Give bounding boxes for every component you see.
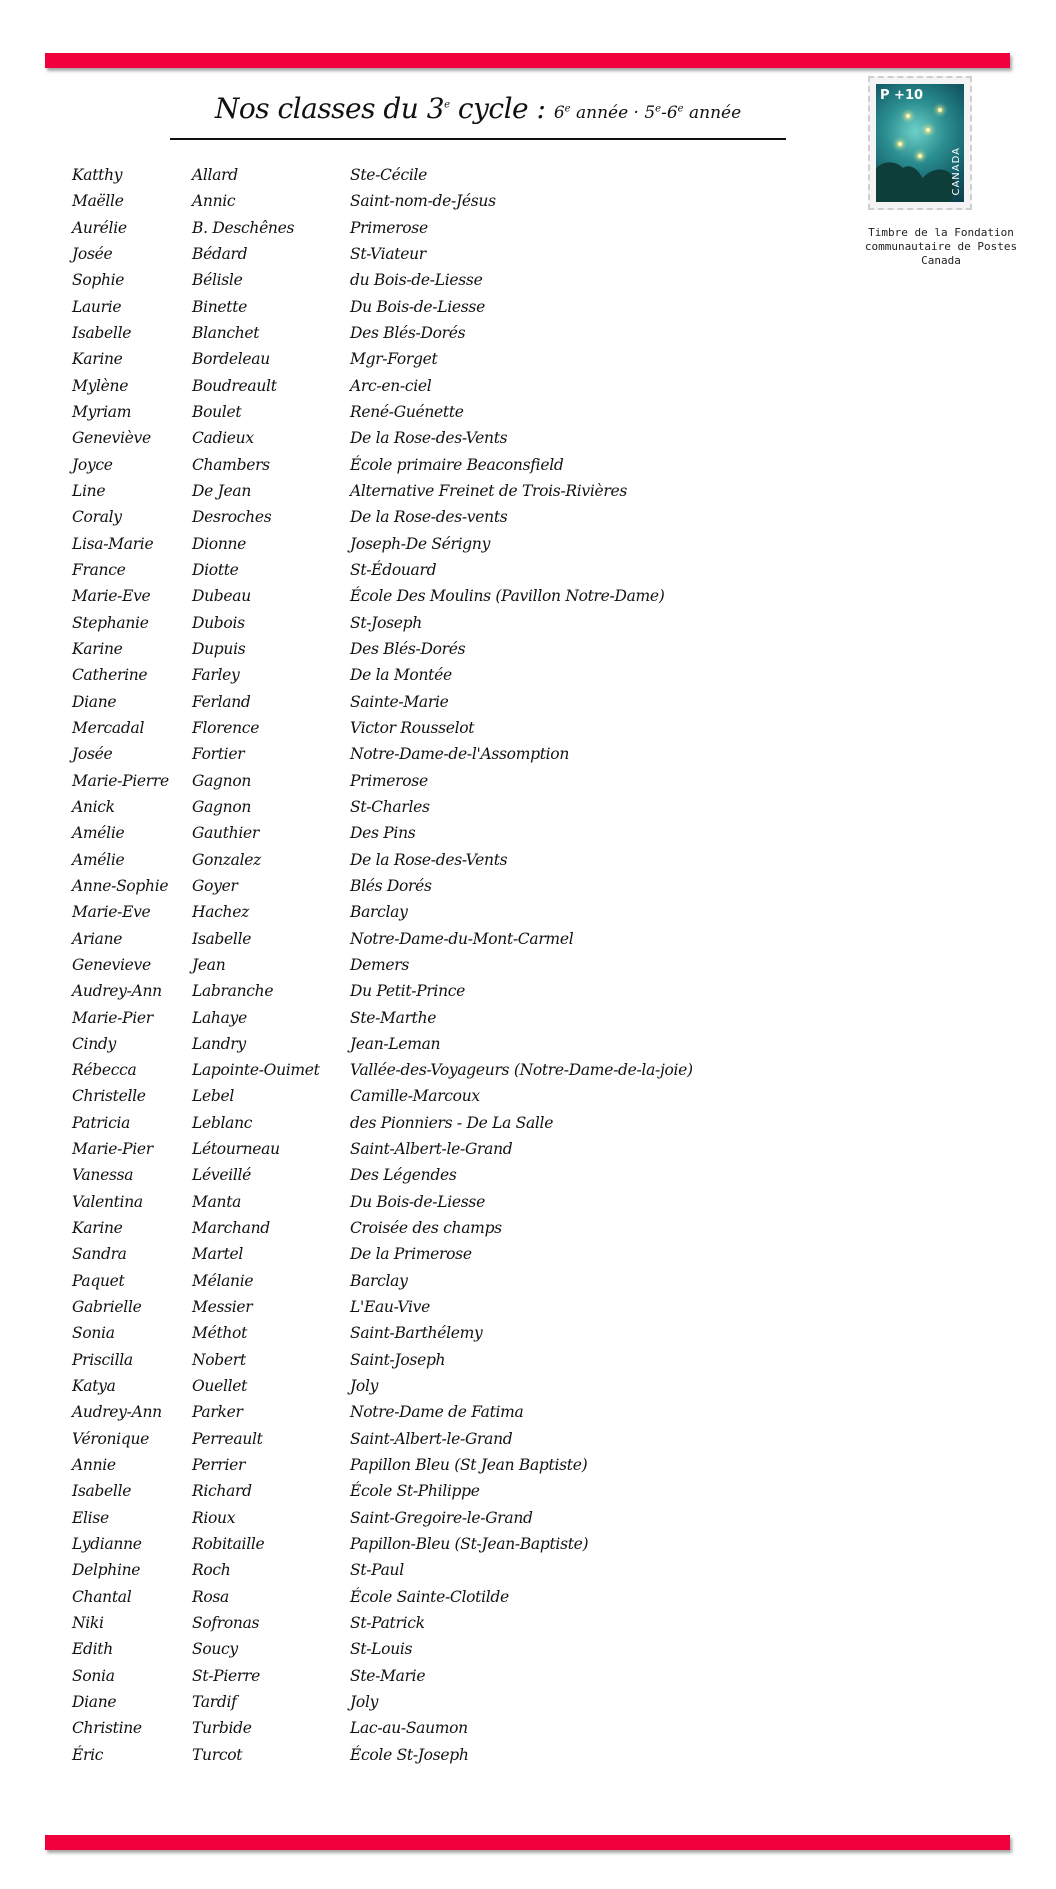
- school-name: Du Bois-de-Liesse: [350, 297, 485, 316]
- school-name: École primaire Beaconsfield: [350, 455, 564, 474]
- last-name: Mélanie: [192, 1271, 254, 1290]
- first-name: Audrey-Ann: [72, 1403, 162, 1422]
- first-name: Véronique: [72, 1429, 150, 1448]
- first-name: Niki: [72, 1614, 104, 1633]
- school-name: Ste-Cécile: [350, 166, 428, 184]
- school-name: St-Joseph: [350, 613, 422, 632]
- first-name: Genevieve: [72, 955, 151, 974]
- school-name: Saint-Joseph: [350, 1350, 446, 1369]
- first-name: Joyce: [72, 455, 113, 474]
- school-name: Lac-au-Saumon: [350, 1719, 468, 1738]
- last-name: Cadieux: [192, 429, 254, 448]
- school-name: Ste-Marie: [350, 1666, 426, 1685]
- last-name: Farley: [192, 666, 240, 685]
- last-name: Lahaye: [192, 1008, 247, 1027]
- first-name: Mylène: [72, 376, 129, 395]
- first-name: Karine: [72, 1219, 123, 1238]
- school-name: St-Charles: [350, 797, 430, 816]
- first-name: Mercadal: [72, 718, 145, 737]
- last-name: Turbide: [192, 1719, 252, 1738]
- first-name: Stephanie: [72, 613, 149, 632]
- last-name: Florence: [192, 718, 260, 737]
- first-name: Karine: [72, 639, 123, 658]
- last-name: Desroches: [192, 508, 272, 527]
- stamp-country: CANADA: [951, 147, 962, 196]
- last-name: Gagnon: [192, 771, 252, 790]
- last-name: Perrier: [192, 1456, 246, 1475]
- first-name: Delphine: [72, 1561, 141, 1580]
- first-name: Christelle: [72, 1087, 146, 1106]
- bottom-red-bar: [45, 1835, 1010, 1850]
- last-name: Allard: [192, 166, 238, 184]
- first-name: Anne-Sophie: [72, 876, 169, 895]
- first-name: Katya: [72, 1377, 116, 1396]
- school-name: De la Rose-des-Vents: [350, 850, 508, 869]
- school-name: Ste-Marthe: [350, 1008, 437, 1027]
- last-name: Méthot: [192, 1324, 248, 1343]
- last-name: Bédard: [192, 244, 248, 263]
- last-name: Hachez: [192, 903, 249, 922]
- last-name: Leblanc: [192, 1113, 253, 1132]
- last-name: Perreault: [192, 1429, 263, 1448]
- first-name: Audrey-Ann: [72, 982, 162, 1001]
- first-name: Priscilla: [72, 1350, 133, 1369]
- last-name: Tardif: [192, 1693, 237, 1712]
- school-name: Saint-Barthélemy: [350, 1324, 483, 1343]
- school-name: De la Montée: [350, 666, 452, 685]
- last-name: Sofronas: [192, 1614, 260, 1633]
- stamp-artwork: [876, 84, 964, 202]
- school-name: Des Pins: [350, 824, 416, 843]
- school-name: Notre-Dame-du-Mont-Carmel: [350, 929, 574, 948]
- school-name: St-Patrick: [350, 1614, 425, 1633]
- school-name: Camille-Marcoux: [350, 1087, 480, 1106]
- first-name: Annie: [72, 1456, 116, 1475]
- last-name: Gonzalez: [192, 850, 261, 869]
- first-name: Josée: [72, 244, 113, 263]
- last-name: Annic: [192, 192, 236, 211]
- postage-stamp: [868, 76, 972, 210]
- first-name: Paquet: [72, 1271, 125, 1290]
- first-name: France: [72, 560, 126, 579]
- first-name: Edith: [72, 1640, 113, 1659]
- school-name: Saint-Albert-le-Grand: [350, 1140, 513, 1159]
- last-name: Dubois: [192, 613, 245, 632]
- first-name: Elise: [72, 1508, 109, 1527]
- last-name: Ouellet: [192, 1377, 248, 1396]
- last-name: Goyer: [192, 876, 238, 895]
- school-name: Des Légendes: [350, 1166, 457, 1185]
- school-name: Joly: [350, 1693, 379, 1712]
- first-name: Lydianne: [72, 1535, 142, 1554]
- school-name: Primerose: [350, 771, 428, 790]
- last-name: Gauthier: [192, 824, 259, 843]
- last-name: Dubeau: [192, 587, 251, 606]
- first-name: Catherine: [72, 666, 148, 685]
- first-name: Amélie: [72, 824, 125, 843]
- stamp-denomination: P +10: [880, 88, 924, 103]
- school-name: St-Édouard: [350, 560, 437, 579]
- page-title: Nos classes du 3e cycle : 6e année · $5^e-6^e$ année: [214, 92, 742, 125]
- school-name: Saint-Gregoire-le-Grand: [350, 1508, 533, 1527]
- last-name: Bordeleau: [192, 350, 270, 369]
- last-name: Nobert: [192, 1350, 246, 1369]
- school-name: Papillon-Bleu (St-Jean-Baptiste): [350, 1535, 589, 1554]
- school-name: Arc-en-ciel: [350, 376, 432, 395]
- school-name: Demers: [350, 955, 410, 974]
- school-name: Saint-nom-de-Jésus: [350, 192, 496, 211]
- first-name: Éric: [72, 1745, 104, 1764]
- last-name: Dionne: [192, 534, 247, 553]
- first-name: Geneviève: [72, 429, 151, 448]
- last-name: Lapointe-Ouimet: [192, 1061, 320, 1080]
- first-name: Line: [72, 481, 106, 500]
- last-name: Boulet: [192, 402, 242, 421]
- first-name: Cindy: [72, 1034, 116, 1053]
- school-name: Sainte-Marie: [350, 692, 449, 711]
- first-name: Isabelle: [72, 323, 132, 342]
- first-name: Laurie: [72, 297, 122, 316]
- last-name: Dupuis: [192, 639, 246, 658]
- school-name: École Des Moulins (Pavillon Notre-Dame): [350, 587, 665, 606]
- last-name: Lebel: [192, 1087, 235, 1106]
- last-name: Jean: [192, 955, 226, 974]
- first-name: Lisa-Marie: [72, 534, 154, 553]
- school-name: René-Guénette: [350, 402, 464, 421]
- last-name: B. Deschênes: [192, 218, 295, 237]
- first-name: Marie-Eve: [72, 587, 151, 606]
- first-name: Myriam: [72, 402, 132, 421]
- last-name: Manta: [192, 1192, 242, 1211]
- first-name: Gabrielle: [72, 1298, 142, 1317]
- school-name: De la Rose-des-Vents: [350, 429, 508, 448]
- first-name: Marie-Eve: [72, 903, 151, 922]
- school-name: Victor Rousselot: [350, 718, 475, 737]
- school-name: Barclay: [350, 903, 408, 922]
- last-name: Turcot: [192, 1745, 243, 1764]
- last-name: St-Pierre: [192, 1666, 260, 1685]
- last-name: Léveillé: [192, 1166, 252, 1185]
- last-name: Gagnon: [192, 797, 252, 816]
- first-name: Coraly: [72, 508, 122, 527]
- last-name: Chambers: [192, 455, 270, 474]
- stamp-caption: Timbre de la Fondation communautaire de Postes Canada: [864, 226, 1018, 267]
- last-name: Richard: [192, 1482, 252, 1501]
- last-name: Robitaille: [192, 1535, 265, 1554]
- first-name: Aurélie: [72, 218, 127, 237]
- school-name: des Pionniers - De La Salle: [350, 1113, 554, 1132]
- first-name: Diane: [72, 1693, 117, 1712]
- last-name: Marchand: [192, 1219, 270, 1238]
- last-name: Binette: [192, 297, 248, 316]
- school-name: Blés Dorés: [350, 876, 432, 895]
- school-name: École St-Joseph: [350, 1745, 469, 1764]
- first-name: Amélie: [72, 850, 125, 869]
- top-red-bar: [45, 53, 1010, 68]
- last-name: Soucy: [192, 1640, 238, 1659]
- last-name: Martel: [192, 1245, 244, 1264]
- last-name: Parker: [192, 1403, 243, 1422]
- first-name: Maëlle: [72, 192, 124, 211]
- last-name: Boudreault: [192, 376, 277, 395]
- first-name: Vanessa: [72, 1166, 134, 1185]
- last-name: Landry: [192, 1034, 246, 1053]
- first-name: Katthy: [72, 166, 123, 184]
- last-name: Blanchet: [192, 323, 260, 342]
- school-name: Primerose: [350, 218, 428, 237]
- first-name: Ariane: [72, 929, 123, 948]
- last-name: Diotte: [192, 560, 239, 579]
- school-name: Du Bois-de-Liesse: [350, 1192, 485, 1211]
- last-name: Labranche: [192, 982, 274, 1001]
- first-name: Sophie: [72, 271, 125, 290]
- first-name: Patricia: [72, 1113, 131, 1132]
- first-name: Sandra: [72, 1245, 127, 1264]
- first-name: Valentina: [72, 1192, 143, 1211]
- school-name: du Bois-de-Liesse: [350, 271, 483, 290]
- school-name: Jean-Leman: [350, 1034, 441, 1053]
- school-name: De la Primerose: [350, 1245, 472, 1264]
- school-name: Vallée-des-Voyageurs (Notre-Dame-de-la-joie): [350, 1061, 693, 1080]
- first-name: Marie-Pier: [72, 1140, 153, 1159]
- first-name: Marie-Pierre: [72, 771, 169, 790]
- last-name: Bélisle: [192, 271, 243, 290]
- school-name: L'Eau-Vive: [350, 1298, 431, 1317]
- school-name: Papillon Bleu (St Jean Baptiste): [350, 1456, 588, 1475]
- school-name: Du Petit-Prince: [350, 982, 466, 1001]
- first-name: Marie-Pier: [72, 1008, 153, 1027]
- first-name: Diane: [72, 692, 117, 711]
- title-underline: [170, 138, 786, 140]
- school-name: St-Louis: [350, 1640, 413, 1659]
- school-name: De la Rose-des-vents: [350, 508, 508, 527]
- first-name: Christine: [72, 1719, 142, 1738]
- school-name: Alternative Freinet de Trois-Rivières: [350, 481, 628, 500]
- school-name: École Sainte-Clotilde: [350, 1587, 509, 1606]
- last-name: Fortier: [192, 745, 245, 764]
- first-name: Rébecca: [72, 1061, 137, 1080]
- school-name: Joly: [350, 1377, 379, 1396]
- first-name: Sonia: [72, 1324, 115, 1343]
- school-name: St-Paul: [350, 1561, 404, 1580]
- school-name: Des Blés-Dorés: [350, 323, 466, 342]
- school-name: École St-Philippe: [350, 1482, 480, 1501]
- last-name: De Jean: [192, 481, 252, 500]
- first-name: Anick: [72, 797, 115, 816]
- first-name: Isabelle: [72, 1482, 132, 1501]
- last-name: Isabelle: [192, 929, 252, 948]
- school-name: Notre-Dame de Fatima: [350, 1403, 524, 1422]
- first-name: Karine: [72, 350, 123, 369]
- last-name: Messier: [192, 1298, 253, 1317]
- school-name: Des Blés-Dorés: [350, 639, 466, 658]
- last-name: Ferland: [192, 692, 251, 711]
- last-name: Létourneau: [192, 1140, 280, 1159]
- first-name: Josée: [72, 745, 113, 764]
- school-name: Joseph-De Sérigny: [350, 534, 491, 553]
- school-name: Notre-Dame-de-l'Assomption: [350, 745, 570, 764]
- first-name: Sonia: [72, 1666, 115, 1685]
- first-name: Chantal: [72, 1587, 132, 1606]
- school-name: Saint-Albert-le-Grand: [350, 1429, 513, 1448]
- last-name: Roch: [192, 1561, 231, 1580]
- school-name: Barclay: [350, 1271, 408, 1290]
- school-name: Croisée des champs: [350, 1219, 502, 1238]
- school-name: St-Viateur: [350, 244, 426, 263]
- last-name: Rosa: [192, 1587, 229, 1606]
- last-name: Rioux: [192, 1508, 236, 1527]
- school-name: Mgr-Forget: [350, 350, 438, 369]
